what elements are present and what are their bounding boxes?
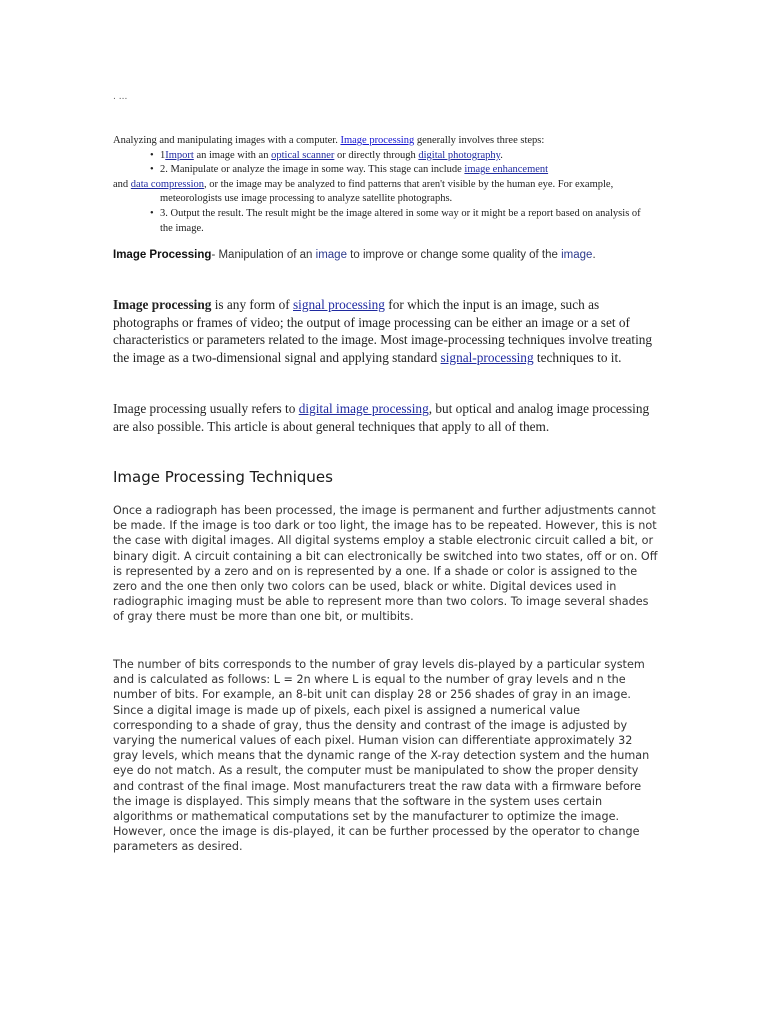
link-digital-image-processing[interactable]: digital image processing	[298, 401, 429, 416]
step1-text-a: an image with an	[193, 149, 272, 161]
definition-text-c: .	[592, 249, 596, 261]
article-p1-text-b: for which the input is an image, such as photographs or frames of video; the output of image processing can be either an image or a set of characteristics or parameters related to the image. Most image-processing techniques involve treating the image as a two-dimensional signal and applying standard	[113, 297, 653, 365]
step2-continuation	[113, 179, 613, 205]
link-data-compression[interactable]: data compression	[130, 178, 204, 190]
step1-text-c: .	[500, 149, 503, 161]
link-image-enhancement[interactable]: image enhancement	[464, 164, 549, 176]
techniques-paragraph-1: Once a radiograph has been processed, the image is permanent and further adjustments cannot be made. If the image is too dark or too light, the image has to be repeated. However, this is not the case with digital images. All digital systems employ a stable electronic circuit called a bit, or binary digit. A circuit containing a bit can electronically be switched into two states, off or on. Off is represented by a zero and on is represented by a one. If a shade or color is assigned to the zero and the one then only two colors can be used, black or white. Digital devices used in radiographic imaging must be able to represent more than two colors. To image several shades of gray there must be more than one bit, or multibits.	[113, 504, 658, 624]
definition-text-b: to improve or change some quality of the	[346, 249, 562, 261]
definition-text-a: - Manipulation of an	[211, 249, 316, 261]
article-section	[113, 296, 653, 434]
link-optical-scanner[interactable]: optical scanner	[271, 149, 335, 161]
definition-term: Image Processing	[113, 249, 212, 261]
link-image-processing[interactable]: Image processing	[340, 135, 415, 146]
link-signal-processing[interactable]: signal processing	[293, 297, 385, 312]
article-p1-text-a: is any form of	[211, 297, 293, 312]
intro-lead-text-end: generally involves three steps:	[414, 135, 545, 146]
techniques-paragraph-2: The number of bits corresponds to the number of gray levels dis-played by a particular system and is calculated as follows: L = 2n where L is equal to the number of gray levels and n the number of bits. For example, an 8-bit unit can display 28 or 256 shades of gray in an image. Since a digital image is made up of pixels, each pixel is assigned a numerical value corresponding to a shade of gray, thus the density and contrast of the image is adjusted by varying the numerical values of each pixel. Human vision can differentiate approximately 32 gray levels, which means that the dynamic range of the X-ray detection system and the human eye do not match. As a result, the computer must be manipulated to show the proper density and contrast of the final image. Most manufacturers treat the raw data with a firmware before the image is displayed. This simply means that the software in the system uses certain algorithms or mathematical computations set by the manufacturer to optimize the image. However, once the image is dis-played, it can be further processed by the operator to change parameters as desired.	[113, 658, 650, 854]
step1-prefix: 1	[160, 149, 166, 161]
article-p2-text-a: Image processing usually refers to	[113, 401, 299, 416]
list-item-step-1	[160, 149, 653, 164]
intro-lead	[113, 134, 653, 149]
list-item-step-2	[113, 163, 653, 207]
link-signal-processing-2[interactable]: signal-processing	[440, 349, 534, 365]
article-paragraph-2	[113, 400, 653, 435]
step1-text-b: or directly through	[334, 149, 419, 161]
article-bold-term: Image processing	[113, 297, 212, 312]
link-image-2[interactable]: image	[561, 249, 593, 261]
article-p2-text-b: , but optical and analog image processing are also possible. This article is about general techniques that apply to all of them.	[113, 401, 650, 434]
article-p1-text-c: techniques to it.	[533, 349, 622, 365]
step3-text: 3. Output the result. The result might be the image altered in some way or it might be a report based on analysis of the image.	[160, 207, 641, 234]
step2-text-c: , or the image may be analyzed to find patterns that aren't visible by the human eye. For example, meteorologists use image processing to analyze satellite photographs.	[160, 178, 614, 205]
techniques-section	[113, 503, 658, 854]
intro-lead-text: Analyzing and manipulating images with a computer.	[113, 135, 341, 146]
header-dots: . ...	[113, 92, 128, 102]
article-paragraph-1	[113, 296, 653, 366]
steps-list	[113, 149, 653, 237]
step2-text-a: 2. Manipulate or analyze the image in some way. This stage can include	[160, 164, 465, 176]
intro-section	[113, 134, 653, 236]
link-image[interactable]: image	[315, 249, 347, 261]
step2-text-b: and	[113, 178, 131, 190]
link-import[interactable]: Import	[165, 149, 194, 161]
definition-line	[113, 249, 673, 261]
link-digital-photography[interactable]: digital photography	[418, 149, 501, 161]
list-item-step-3	[160, 207, 653, 236]
techniques-heading: Image Processing Techniques	[113, 468, 333, 486]
